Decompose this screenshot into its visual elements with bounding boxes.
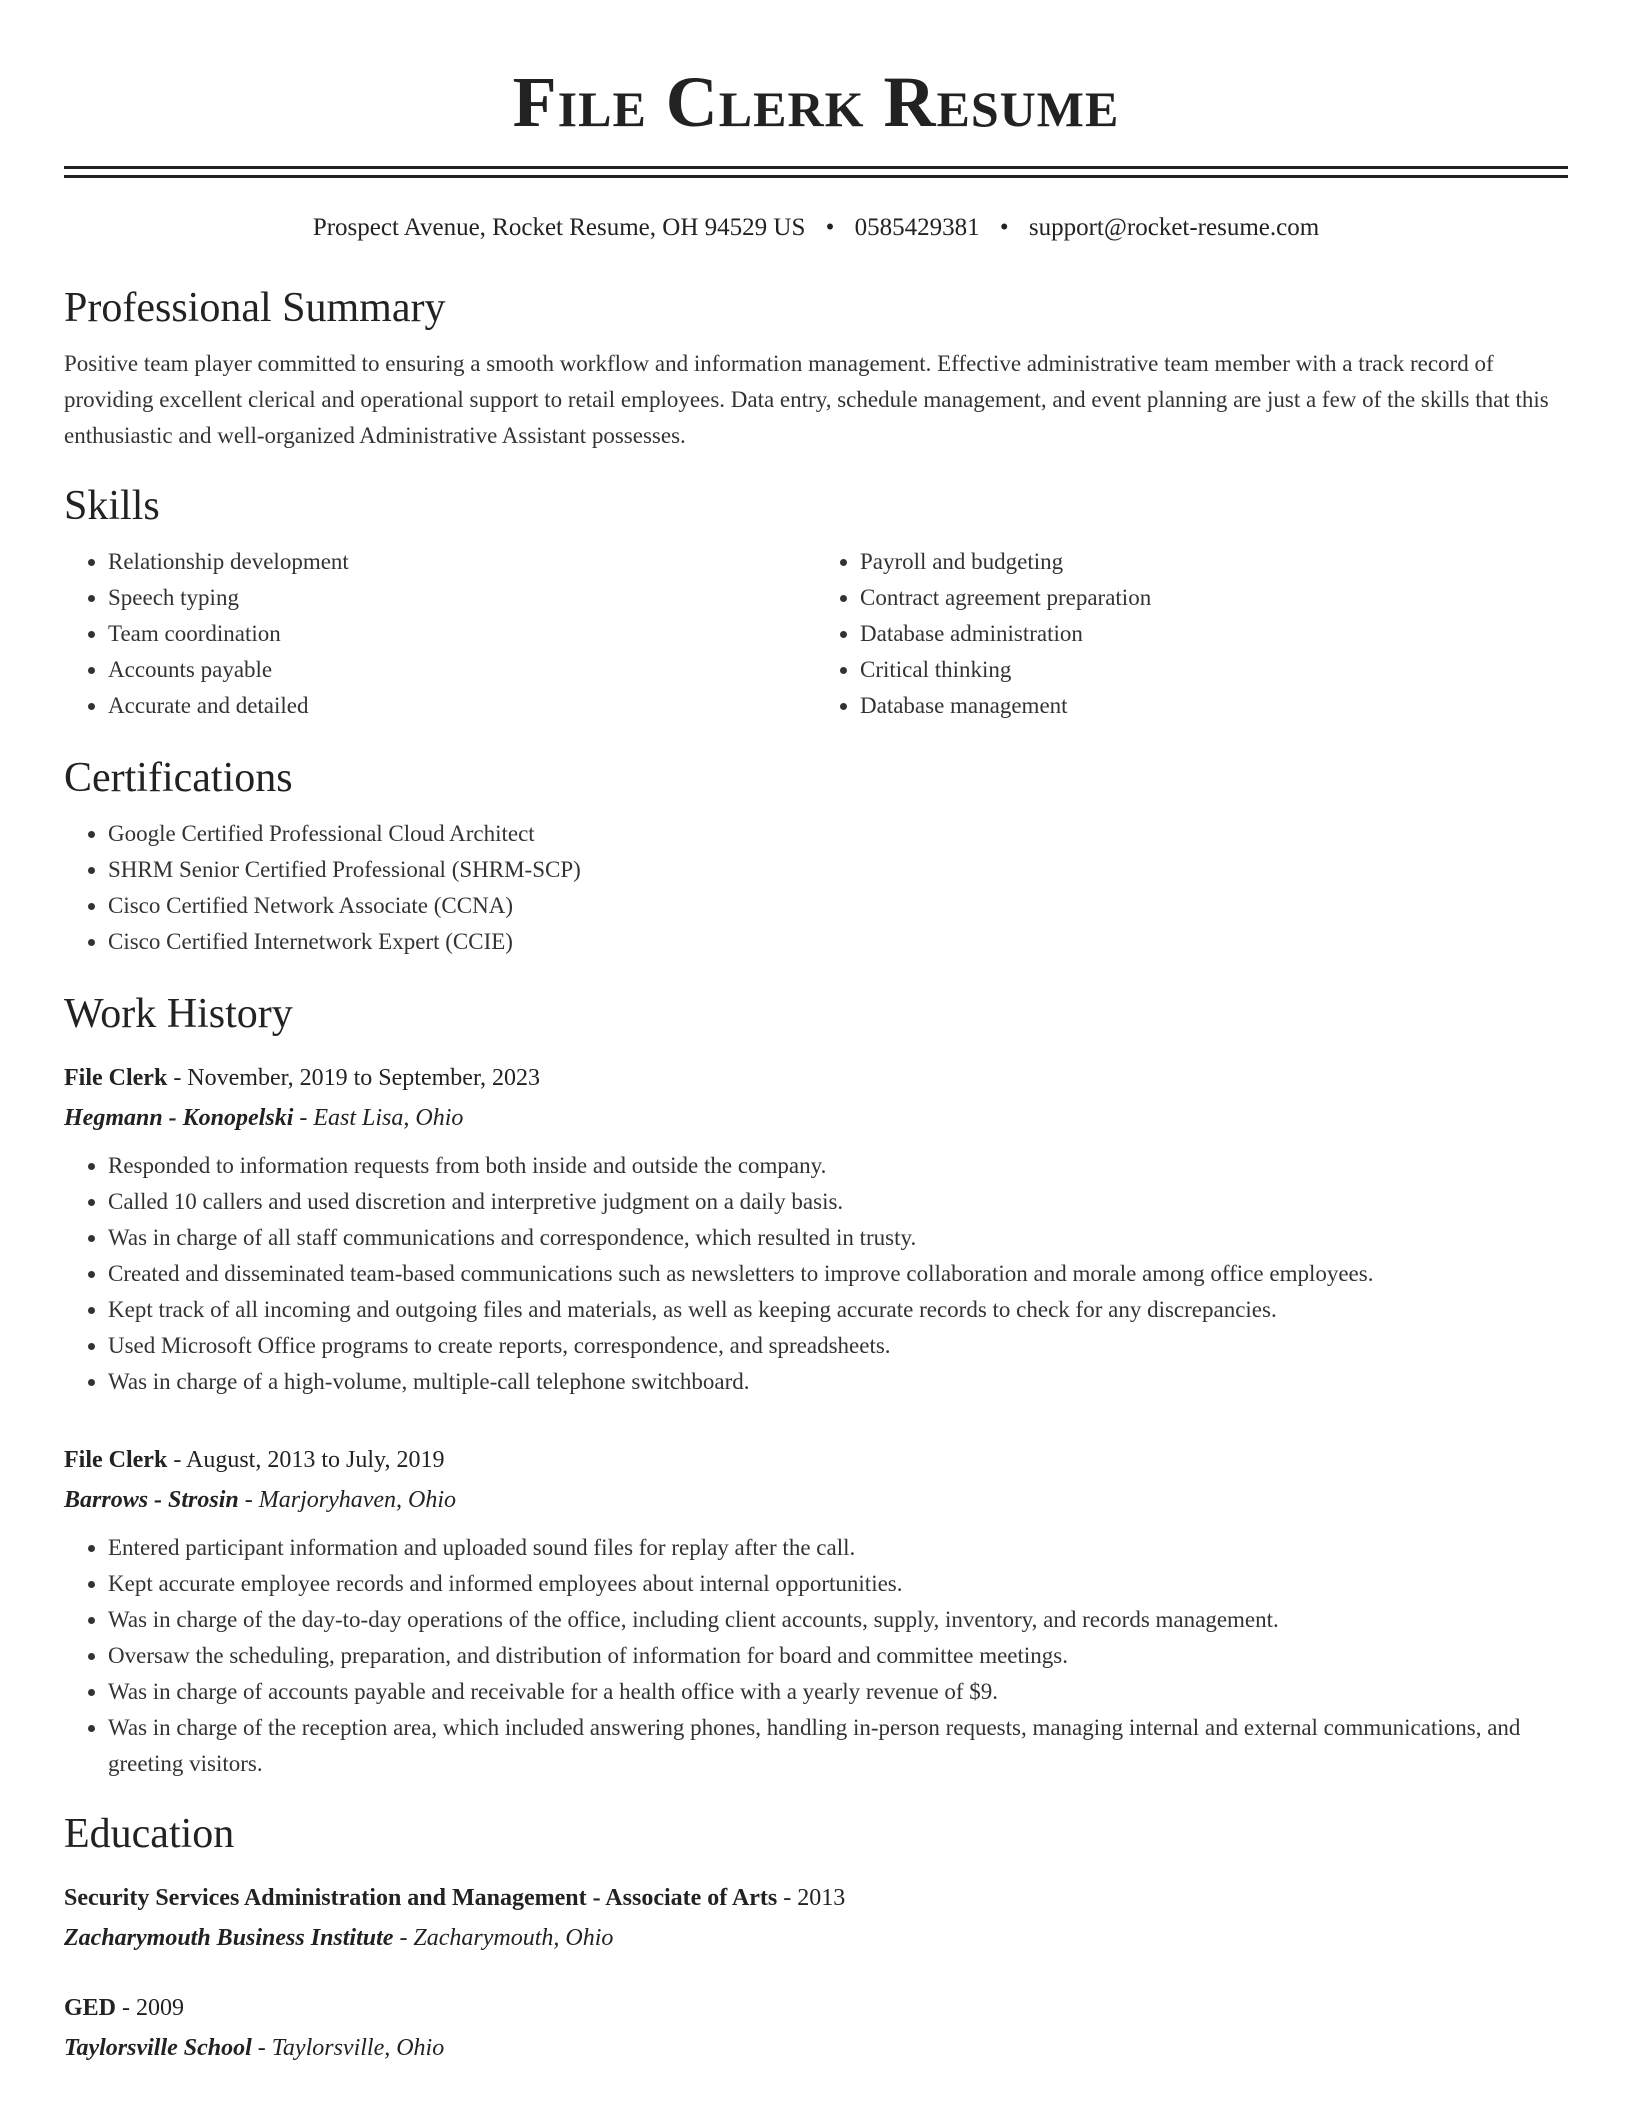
education-entry (64, 1988, 1568, 2068)
job-dates: - November, 2019 to September, 2023 (167, 1065, 540, 1091)
job-location: - Marjoryhaven, Ohio (238, 1487, 457, 1513)
contact-line (64, 212, 1568, 244)
education-degree: GED (64, 1995, 117, 2021)
education-year: - 2013 (777, 1885, 846, 1911)
education-year: - 2009 (116, 1995, 185, 2021)
job-bullet: • Was in charge of accounts payable and receivable for a health office with a yearly revenue of $9. (108, 1674, 1568, 1710)
education-degree-line (64, 1988, 1568, 2028)
job-company-line (64, 1480, 1568, 1520)
job-title: File Clerk (64, 1065, 168, 1091)
skill-item: • Accurate and detailed (108, 688, 816, 724)
title-divider-top (64, 166, 1568, 169)
job-bullet: • Was in charge of all staff communications and correspondence, which resulted in trusty. (108, 1220, 1568, 1256)
skill-item: • Team coordination (108, 616, 816, 652)
job-company-line (64, 1098, 1568, 1138)
skill-item: • Database administration (860, 616, 1568, 652)
job-bullet: • Was in charge of the reception area, which included answering phones, handling in-person requests, managing internal and external communications, and greeting visitors. (108, 1710, 1568, 1782)
skills-columns (64, 544, 1568, 724)
education-heading: Education (64, 1811, 235, 1857)
contact-phone: 0585429381 (854, 214, 980, 241)
job-bullet: • Called 10 callers and used discretion and interpretive judgment on a daily basis. (108, 1184, 1568, 1220)
job-bullets (64, 1530, 1568, 1782)
education-location: - Taylorsville, Ohio (251, 2035, 445, 2061)
job-title-line (64, 1440, 1568, 1480)
job-bullet: • Was in charge of the day-to-day operations of the office, including client accounts, supply, inventory, and records management. (108, 1602, 1568, 1638)
summary-text: Positive team player committed to ensuring a smooth workflow and information management. Effective administrative team member with a track record of providing excellent clerical and operational support to retail employees. Data entry, schedule management, and event planning are just a few of the skills that this enthusiastic and well-organized Administrative Assistant possesses. (64, 351, 1549, 448)
job-bullet: • Kept accurate employee records and informed employees about internal opportunities. (108, 1566, 1568, 1602)
skills-list-left (64, 544, 816, 724)
skill-item: • Payroll and budgeting (860, 544, 1568, 580)
education-school: Taylorsville School (64, 2035, 252, 2061)
job-bullet: • Used Microsoft Office programs to create reports, correspondence, and spreadsheets. (108, 1328, 1568, 1364)
job-bullet: • Responded to information requests from both inside and outside the company. (108, 1148, 1568, 1184)
skill-item: • Relationship development (108, 544, 816, 580)
job-bullet: • Kept track of all incoming and outgoing files and materials, as well as keeping accurate records to check for any discrepancies. (108, 1292, 1568, 1328)
education-degree: Security Services Administration and Management - Associate of Arts (64, 1885, 778, 1911)
contact-separator: • (999, 214, 1009, 241)
education-school-line (64, 2028, 1568, 2068)
contact-separator: • (825, 214, 835, 241)
resume-title: File Clerk Resume (512, 62, 1120, 142)
skill-item: • Critical thinking (860, 652, 1568, 688)
job-bullet: • Oversaw the scheduling, preparation, and distribution of information for board and committee meetings. (108, 1638, 1568, 1674)
job-company: Barrows - Strosin (64, 1487, 239, 1513)
education-school-line (64, 1918, 1568, 1958)
job-location: - East Lisa, Ohio (293, 1105, 464, 1131)
job-entry (64, 1440, 1568, 1782)
job-company: Hegmann - Konopelski (64, 1105, 294, 1131)
job-bullet: • Created and disseminated team-based communications such as newsletters to improve collaboration and morale among office employees. (108, 1256, 1568, 1292)
job-bullets (64, 1148, 1568, 1400)
certifications-heading: Certifications (64, 755, 293, 801)
summary-heading: Professional Summary (64, 285, 446, 331)
education-school: Zacharymouth Business Institute (64, 1925, 394, 1951)
work-history-heading: Work History (64, 991, 293, 1037)
job-title-line (64, 1058, 1568, 1098)
skill-item: • Speech typing (108, 580, 816, 616)
contact-address: Prospect Avenue, Rocket Resume, OH 94529 US (312, 214, 806, 241)
job-bullet: • Was in charge of a high-volume, multiple-call telephone switchboard. (108, 1364, 1568, 1400)
certification-item: • Cisco Certified Internetwork Expert (CCIE) (108, 924, 1568, 960)
contact-email: support@rocket-resume.com (1028, 214, 1320, 241)
education-location: - Zacharymouth, Ohio (393, 1925, 614, 1951)
certification-item: • Google Certified Professional Cloud Architect (108, 816, 1568, 852)
job-title: File Clerk (64, 1447, 168, 1473)
title-divider-bottom (64, 175, 1568, 178)
skills-list-right (816, 544, 1568, 724)
education-entry (64, 1878, 1568, 1958)
job-dates: - August, 2013 to July, 2019 (167, 1447, 445, 1473)
certification-item: • Cisco Certified Network Associate (CCNA) (108, 888, 1568, 924)
certification-item: • SHRM Senior Certified Professional (SHRM-SCP) (108, 852, 1568, 888)
certifications-list (64, 816, 1568, 960)
skill-item: • Database management (860, 688, 1568, 724)
skill-item: • Accounts payable (108, 652, 816, 688)
job-bullet: • Entered participant information and uploaded sound files for replay after the call. (108, 1530, 1568, 1566)
skills-heading: Skills (64, 483, 160, 529)
job-entry (64, 1058, 1568, 1400)
skill-item: • Contract agreement preparation (860, 580, 1568, 616)
education-degree-line (64, 1878, 1568, 1918)
